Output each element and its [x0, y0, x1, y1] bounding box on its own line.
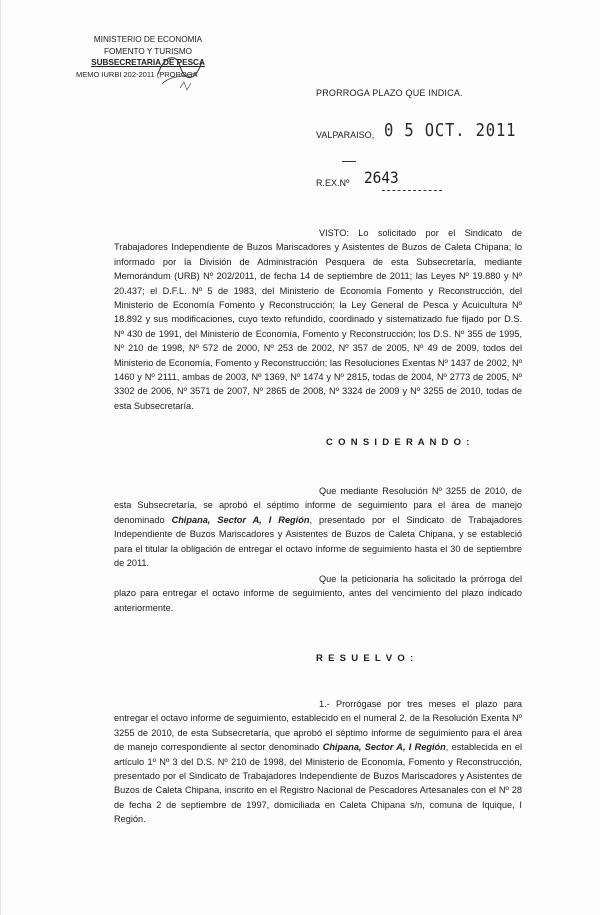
resolution-underline — [382, 190, 442, 191]
scan-edge — [0, 0, 1, 915]
considerando-paragraph-1 — [114, 484, 522, 570]
place-label: VALPARAISO, — [316, 130, 375, 140]
signature-scribble — [150, 44, 210, 100]
resuelvo-paragraph-1 — [114, 697, 522, 827]
area-name-emphasis-2: Chipana, Sector A, I Región — [322, 742, 446, 753]
dash-mark — [342, 161, 356, 162]
resolution-number: 2643 — [364, 168, 399, 187]
considerando-p1-text-a: Que mediante Resolución Nº 3255 de 2010, de esta Subsecretaría, se aprobó el séptimo informe de seguimiento para el área de manejo denominado — [114, 486, 522, 525]
ministry-name: MINISTERIO DE ECONOMIA — [93, 35, 203, 44]
ministry-subname: FOMENTO Y TURISMO — [103, 46, 193, 56]
resuelvo-heading: R E S U E L V O : — [316, 653, 415, 664]
subsecretaria-name: SUBSECRETARIA DE PESCA — [91, 58, 205, 67]
considerando-p1-text-b: , presentado por el Sindicato de Trabajadores Independiente de Buzos Mariscadores y Asistentes de Buzos de Caleta Chipana, y se estableció para el titular la obligación de entregar el octavo informe de seguimiento hasta el 30 de septiembre de 2011. — [114, 514, 522, 569]
date-stamp: 0 5 OCT. 2011 — [384, 120, 517, 141]
area-name-emphasis: Chipana, Sector A, I Región — [171, 514, 310, 525]
considerando-paragraph-2: Que la peticionaria ha solicitado la prórroga del plazo para entregar el octavo informe de seguimiento, antes del vencimiento del plazo indicado anteriormente. — [114, 574, 522, 613]
considerando-heading: C O N S I D E R A N D O : — [326, 437, 471, 448]
resuelvo-p1-text-b: , establecida en el artículo 1º Nº 3 del D.S. Nº 210 de 1998, del Ministerio de Economía, Fomento y Reconstrucción, presentado por el Sindicato de Trabajadores Independiente de Buzos Mariscadores y Asistentes de Buzos de Caleta Chipana, inscrito en el Registro Nacional de Pescadores Artesanales con el Nº 28 de fecha 2 de septiembre de 1997, domiciliada en Caleta Chipana s/n, comuna de Iquique, I Región. — [114, 742, 523, 825]
document-subject: PRORROGA PLAZO QUE INDICA. — [316, 88, 463, 98]
resolution-label: R.EX.Nº — [316, 178, 350, 188]
visto-paragraph: VISTO: Lo solicitado por el Sindicato de Trabajadores Independiente de Buzos Mariscadores y Asistentes de Buzos de Caleta Chipana; lo informado por la División de Administración Pesquera de esta Subsecretaría, mediante Memorándum (URB) Nº 202/2011, de fecha 14 de septiembre de 2011; las Leyes Nº 19.880 y Nº 20.437; el D.F.L. Nº 5 de 1983, del Ministerio de Economía Fomento y Reconstrucción, del Ministerio de Economía Fomento y Reconstrucción; la Ley General de Pesca y Acuicultura Nº 18.892 y sus modificaciones, cuyo texto refundido, coordinado y sistematizado fue fijado por D.S. Nº 430 de 1991, del Ministerio de Economía, Fomento y Reconstrucción; los D.S. Nº 355 de 1995, Nº 210 de 1998, Nº 572 de 2000, Nº 253 de 2002, Nº 357 de 2005, Nº 49 de 2009, todos del Ministerio de Economía, Fomento y Reconstrucción; las Resoluciones Exentas Nº 1437 de 2002, Nº 1460 y Nº 2111, ambas de 2003, Nº 1369, Nº 1474 y Nº 2815, todas de 2004, Nº 2773 de 2005, Nº 3302 de 2006, Nº 3571 de 2007, Nº 2865 de 2008, Nº 3324 de 2009 y Nº 3255 de 2010, todas de esta Subsecretaría. — [114, 228, 522, 411]
memo-reference: MEMO IURBI 202-2011 (PROROGA — [76, 69, 198, 79]
resuelvo-p1-text-a: 1.- Prorrógase por tres meses el plazo para entregar el octavo informe de seguimiento, establecido en el numeral 2. de la Resolución Exenta Nº 3255 de 2010, de esta Subsecretaría, que aprobó el séptimo informe de seguimiento para el área de manejo correspondiente al sector denominado — [114, 699, 522, 753]
